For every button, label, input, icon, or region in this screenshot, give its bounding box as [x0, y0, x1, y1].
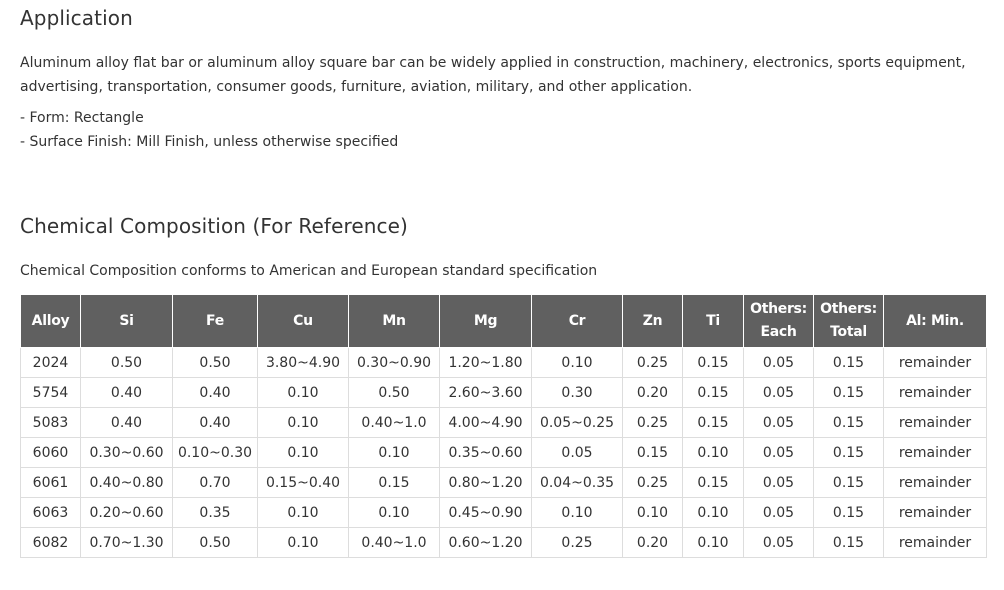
table-cell: remainder	[884, 408, 987, 438]
table-cell: 0.15~0.40	[258, 468, 349, 498]
table-cell: 0.10	[683, 528, 744, 558]
table-cell: remainder	[884, 468, 987, 498]
header-cell: Others: Each	[744, 295, 814, 348]
bullet-surface-finish: - Surface Finish: Mill Finish, unless otherwise specified	[20, 134, 399, 150]
table-cell: remainder	[884, 438, 987, 468]
table-cell: 0.25	[532, 528, 623, 558]
table-cell: 0.25	[623, 348, 683, 378]
header-cell: Fe	[173, 295, 258, 348]
table-row	[21, 348, 987, 378]
table-cell: 0.35	[173, 498, 258, 528]
table-cell: 0.50	[173, 528, 258, 558]
table-cell: 0.20	[623, 528, 683, 558]
table-cell: 0.05	[744, 528, 814, 558]
table-cell: 0.15	[814, 468, 884, 498]
table-cell: 0.05	[744, 408, 814, 438]
table-cell: 0.45~0.90	[440, 498, 532, 528]
table-cell: 0.40~0.80	[81, 468, 173, 498]
alloy-cell: 6060	[21, 438, 81, 468]
table-cell: 0.50	[349, 378, 440, 408]
table-cell: 0.10	[349, 498, 440, 528]
table-cell: 0.70	[173, 468, 258, 498]
table-cell: 0.70~1.30	[81, 528, 173, 558]
table-cell: 0.15	[683, 408, 744, 438]
table-cell: 0.40~1.0	[349, 408, 440, 438]
table-cell: 0.10	[258, 498, 349, 528]
header-cell: Cr	[532, 295, 623, 348]
table-cell: 0.05~0.25	[532, 408, 623, 438]
table-cell: 0.30	[532, 378, 623, 408]
table-cell: 0.10	[532, 348, 623, 378]
table-cell: 0.40~1.0	[349, 528, 440, 558]
table-cell: 0.15	[349, 468, 440, 498]
table-cell: 0.05	[744, 498, 814, 528]
table-cell: 0.35~0.60	[440, 438, 532, 468]
table-cell: 0.30~0.90	[349, 348, 440, 378]
table-cell: 0.15	[683, 468, 744, 498]
table-cell: 0.15	[814, 348, 884, 378]
table-cell: 0.15	[683, 378, 744, 408]
table-cell: 0.40	[81, 378, 173, 408]
alloy-cell: 2024	[21, 348, 81, 378]
alloy-cell: 5083	[21, 408, 81, 438]
chemical-composition-heading: Chemical Composition (For Reference)	[20, 214, 408, 238]
table-cell: 0.15	[623, 438, 683, 468]
table-cell: 0.10	[258, 408, 349, 438]
table-cell: 0.10	[623, 498, 683, 528]
table-cell: 0.10	[258, 378, 349, 408]
table-cell: 0.20~0.60	[81, 498, 173, 528]
table-cell: 0.15	[683, 348, 744, 378]
table-row	[21, 468, 987, 498]
table-cell: 0.05	[532, 438, 623, 468]
table-cell: 1.20~1.80	[440, 348, 532, 378]
header-cell: Ti	[683, 295, 744, 348]
table-cell: 0.10~0.30	[173, 438, 258, 468]
table-cell: remainder	[884, 528, 987, 558]
alloy-cell: 6082	[21, 528, 81, 558]
table-cell: 2.60~3.60	[440, 378, 532, 408]
table-cell: 0.04~0.35	[532, 468, 623, 498]
table-cell: 0.05	[744, 468, 814, 498]
application-bullets	[20, 106, 398, 154]
table-row	[21, 498, 987, 528]
header-cell: Alloy	[21, 295, 81, 348]
table-cell: 0.10	[532, 498, 623, 528]
table-cell: 0.05	[744, 348, 814, 378]
table-row	[21, 378, 987, 408]
table-cell: 0.10	[258, 438, 349, 468]
table-row	[21, 408, 987, 438]
table-row	[21, 438, 987, 468]
table-cell: 4.00~4.90	[440, 408, 532, 438]
table-cell: 0.15	[814, 498, 884, 528]
alloy-cell: 6063	[21, 498, 81, 528]
table-cell: 0.15	[814, 378, 884, 408]
table-cell: 0.80~1.20	[440, 468, 532, 498]
table-cell: 0.05	[744, 378, 814, 408]
application-intro: Aluminum alloy flat bar or aluminum alloy square bar can be widely applied in construction, machinery, electronics, sports equipment, advertising, transportation, consumer goods, furniture, aviation, military, and other application.	[20, 55, 966, 95]
table-row	[21, 528, 987, 558]
table-cell: 0.20	[623, 378, 683, 408]
table-header-row	[21, 295, 987, 348]
table-cell: 0.10	[258, 528, 349, 558]
alloy-cell: 5754	[21, 378, 81, 408]
table-cell: 0.10	[683, 498, 744, 528]
table-cell: 0.25	[623, 408, 683, 438]
composition-table	[20, 294, 987, 558]
bullet-form: - Form: Rectangle	[20, 110, 144, 126]
table-cell: 0.15	[814, 528, 884, 558]
chemical-composition-note: Chemical Composition conforms to American and European standard specification	[20, 263, 598, 279]
header-cell: Si	[81, 295, 173, 348]
header-cell: Zn	[623, 295, 683, 348]
table-cell: 0.40	[173, 408, 258, 438]
header-cell: Mg	[440, 295, 532, 348]
header-cell: Mn	[349, 295, 440, 348]
table-cell: 0.15	[814, 408, 884, 438]
table-cell: 0.60~1.20	[440, 528, 532, 558]
table-cell: 0.05	[744, 438, 814, 468]
table-body	[21, 348, 987, 558]
table-cell: 3.80~4.90	[258, 348, 349, 378]
table-cell: 0.50	[173, 348, 258, 378]
table-cell: 0.30~0.60	[81, 438, 173, 468]
alloy-cell: 6061	[21, 468, 81, 498]
table-cell: remainder	[884, 348, 987, 378]
header-cell: Al: Min.	[884, 295, 987, 348]
header-cell: Cu	[258, 295, 349, 348]
table-cell: 0.50	[81, 348, 173, 378]
table-cell: 0.40	[173, 378, 258, 408]
table-cell: remainder	[884, 378, 987, 408]
table-cell: 0.40	[81, 408, 173, 438]
table-cell: 0.10	[349, 438, 440, 468]
table-cell: 0.15	[814, 438, 884, 468]
header-cell: Others: Total	[814, 295, 884, 348]
table-cell: remainder	[884, 498, 987, 528]
application-heading: Application	[20, 6, 133, 30]
table-cell: 0.10	[683, 438, 744, 468]
table-cell: 0.25	[623, 468, 683, 498]
